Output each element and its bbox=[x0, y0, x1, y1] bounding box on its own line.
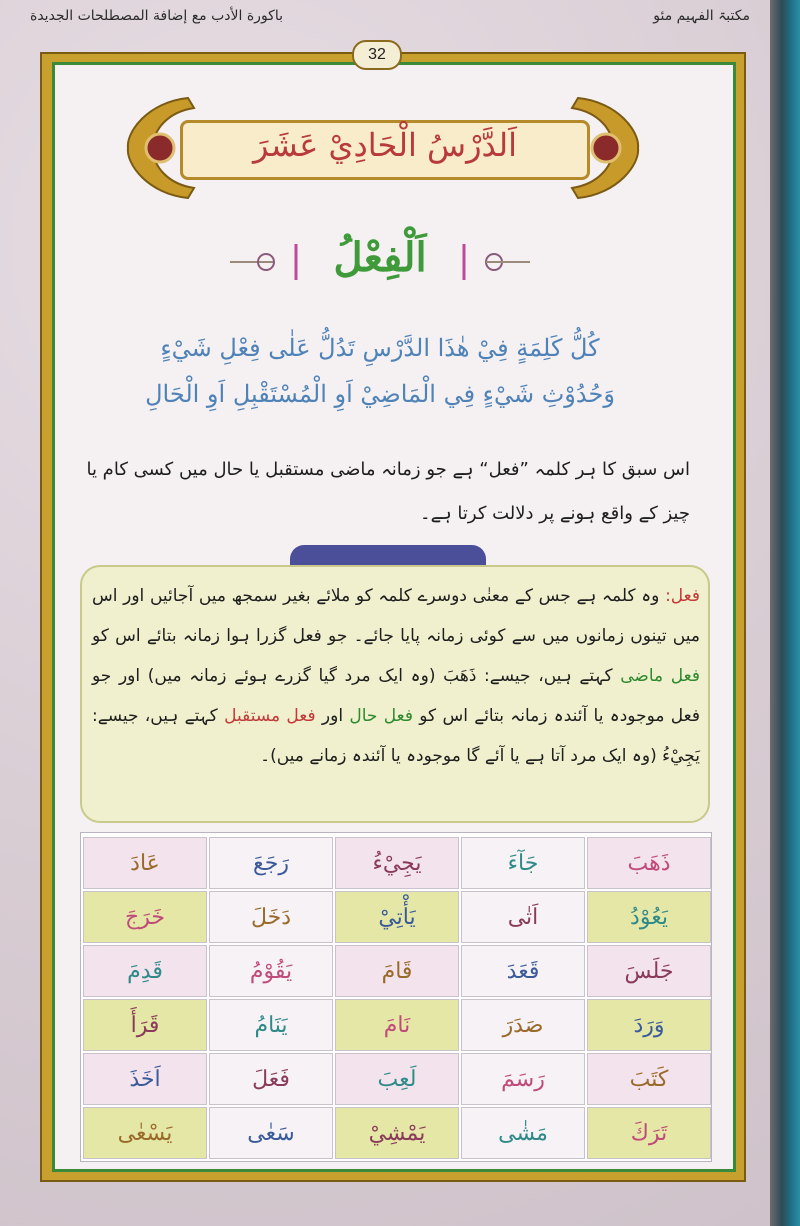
definition-text bbox=[92, 576, 700, 776]
page-number: 32 bbox=[352, 40, 402, 70]
term-present: فعل حال bbox=[349, 706, 413, 726]
verb-cell: كَتَبَ bbox=[587, 1053, 711, 1105]
verb-cell: يَسْعٰى bbox=[83, 1107, 207, 1159]
verb-cell: يَمْشِيْ bbox=[335, 1107, 459, 1159]
arabic-intro-line: وَحُدُوْثِ شَيْءٍ فِي الْمَاضِيْ اَوِ الْمُسْتَقْبِلِ اَوِ الْحَالِ bbox=[145, 380, 615, 408]
verb-cell: تَرَكَ bbox=[587, 1107, 711, 1159]
verb-cell: رَسَمَ bbox=[461, 1053, 585, 1105]
topic-title: اَلْفِعْلُ bbox=[333, 234, 427, 281]
running-head-publisher: مکتبۃ الفہیم مئو bbox=[653, 8, 750, 24]
verb-cell: فَعَلَ bbox=[209, 1053, 333, 1105]
lesson-title-cartouche bbox=[118, 86, 648, 216]
verb-cell: جَلَسَ bbox=[587, 945, 711, 997]
verb-cell: صَدَرَ bbox=[461, 999, 585, 1051]
verb-cell: دَخَلَ bbox=[209, 891, 333, 943]
verb-cell: لَعِبَ bbox=[335, 1053, 459, 1105]
verb-cell: يَأْتِيْ bbox=[335, 891, 459, 943]
arabic-intro bbox=[100, 325, 660, 417]
verb-cell: سَعٰى bbox=[209, 1107, 333, 1159]
verb-cell: يَجِيْءُ bbox=[335, 837, 459, 889]
definition-term: فعل: bbox=[665, 586, 700, 606]
verb-grid bbox=[80, 832, 712, 1162]
verb-cell: عَادَ bbox=[83, 837, 207, 889]
verb-cell: قَامَ bbox=[335, 945, 459, 997]
right-flourish-icon bbox=[460, 242, 530, 282]
verb-cell: يَنَامُ bbox=[209, 999, 333, 1051]
term-future: فعل مستقبل bbox=[224, 706, 316, 726]
definition-text-part: اور bbox=[315, 706, 350, 726]
verb-cell: جَآءَ bbox=[461, 837, 585, 889]
verb-cell: رَجَعَ bbox=[209, 837, 333, 889]
verb-cell: اَتٰى bbox=[461, 891, 585, 943]
verb-cell: وَرَدَ bbox=[587, 999, 711, 1051]
arabic-intro-line: كُلُّ كَلِمَةٍ فِيْ هٰذَا الدَّرْسِ تَدُلُّ عَلٰى فِعْلِ شَيْءٍ bbox=[160, 334, 600, 362]
definition-text-part: کہتے ہیں، جیسے: ذَهَبَ (وہ ایک مرد گیا گزرے ہوئے زمانہ میں) اور جو فعل موجودہ یا آئندہ زمانہ بتائے اس کو bbox=[92, 666, 700, 726]
verb-cell: قَعَدَ bbox=[461, 945, 585, 997]
verb-cell: ذَهَبَ bbox=[587, 837, 711, 889]
running-head bbox=[30, 6, 750, 30]
left-flourish-icon bbox=[230, 242, 300, 282]
lesson-title: اَلدَّرْسُ الْحَادِيْ عَشَرَ bbox=[253, 126, 517, 164]
verb-cell: قَرَأَ bbox=[83, 999, 207, 1051]
definition-text-part: وہ کلمہ ہے جس کے معنٰی دوسرے کلمہ کو ملائے بغیر سمجھ میں آجائیں اور اس میں تینوں زمانوں میں سے کوئی زمانہ پایا جائے۔ جو فعل گزرا ہوا زمانہ بتائے اس کو bbox=[92, 586, 700, 646]
verb-cell: يَقُوْمُ bbox=[209, 945, 333, 997]
verb-cell: يَعُوْدُ bbox=[587, 891, 711, 943]
running-head-book-title: باكورة الأدب مع إضافة المصطلحات الجديدة bbox=[30, 8, 283, 24]
verb-cell: اَخَذَ bbox=[83, 1053, 207, 1105]
verb-cell: خَرَجَ bbox=[83, 891, 207, 943]
definition-text-part: کہتے ہیں، جیسے: يَجِيْءُ (وہ ایک مرد آتا ہے یا آئے گا موجودہ یا آئندہ زمانے میں)۔ bbox=[92, 706, 700, 766]
term-past: فعل ماضی bbox=[620, 666, 700, 686]
urdu-intro-paragraph: اس سبق کا ہر کلمہ ”فعل“ ہے جو زمانہ ماضی مستقبل یا حال میں کسی کام یا چیز کے واقع ہونے پر دلالت کرتا ہے۔ bbox=[86, 459, 690, 524]
verb-cell: نَامَ bbox=[335, 999, 459, 1051]
topic-heading-row bbox=[230, 228, 530, 298]
verb-cell: مَشٰى bbox=[461, 1107, 585, 1159]
book-spine bbox=[770, 0, 800, 1226]
verb-cell: قَدِمَ bbox=[83, 945, 207, 997]
right-ornament-icon bbox=[570, 92, 648, 204]
